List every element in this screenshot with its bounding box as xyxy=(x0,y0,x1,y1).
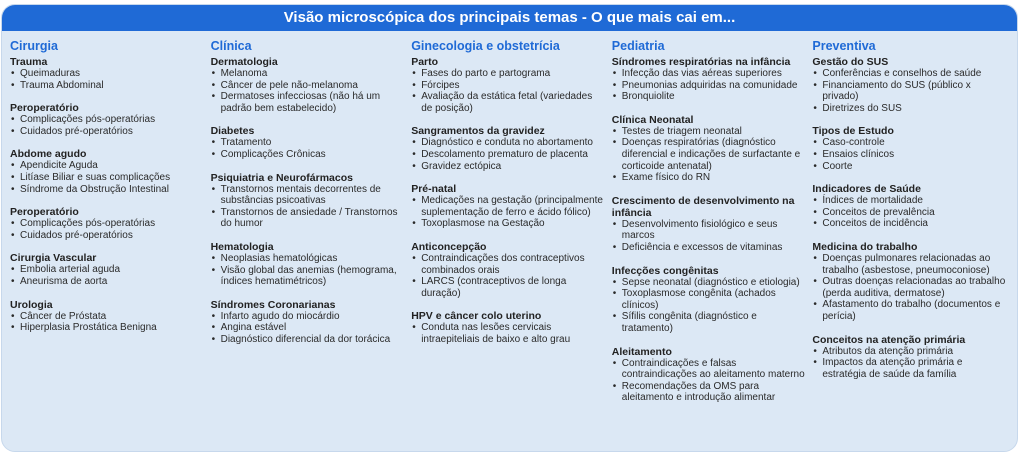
list-item: • Visão global das anemias (hemograma, índices hematimétricos) xyxy=(211,265,406,288)
list-item: • Medicações na gestação (principalmente suplementação de ferro e ácido fólico) xyxy=(411,195,606,218)
list-item: • Descolamento prematuro de placenta xyxy=(411,149,606,161)
list-item: • Impactos da atenção primária e estratégia de saúde da família xyxy=(812,357,1007,380)
list-item: • Hiperplasia Prostática Benigna xyxy=(10,322,205,334)
section-title: Clínica Neonatal xyxy=(611,113,694,126)
topic-section xyxy=(612,265,807,335)
list-item: • Infarto agudo do miocárdio xyxy=(211,311,406,323)
list-item: • Outras doenças relacionadas ao trabalho (perda auditiva, dermatose) xyxy=(812,276,1007,299)
list-item: • Transtornos de ansiedade / Transtornos do humor xyxy=(211,207,406,230)
topic-list xyxy=(812,346,1007,381)
list-item: • Queimaduras xyxy=(10,68,205,80)
topic-section xyxy=(10,148,205,195)
topic-section xyxy=(612,56,807,103)
list-item: • Câncer de pele não-melanoma xyxy=(211,80,406,92)
list-item: • Recomendações da OMS para aleitamento e introdução alimentar xyxy=(612,381,807,404)
list-item: • Gravidez ectópica xyxy=(411,161,606,173)
section-title: Abdome agudo xyxy=(10,148,87,161)
list-item: • Toxoplasmose na Gestação xyxy=(411,218,606,230)
topic-list xyxy=(211,253,406,288)
topic-list xyxy=(612,358,807,404)
topic-section xyxy=(411,125,606,172)
list-item: • Diagnóstico e conduta no abortamento xyxy=(411,137,606,149)
topic-section xyxy=(812,183,1007,230)
list-item: • Sífilis congênita (diagnóstico e tratamento) xyxy=(612,311,807,334)
topic-section xyxy=(612,346,807,404)
topic-list xyxy=(612,68,807,103)
section-title: Sangramentos da gravidez xyxy=(411,125,545,138)
section-title: Tipos de Estudo xyxy=(812,125,894,138)
section-title: Psiquiatria e Neurofármacos xyxy=(210,171,353,184)
topic-list xyxy=(10,218,205,241)
topic-section xyxy=(812,241,1007,323)
topic-section xyxy=(10,299,205,334)
section-title: Síndromes respiratórias na infância xyxy=(611,56,791,68)
section-title: Diabetes xyxy=(210,125,255,138)
topic-section xyxy=(812,125,1007,172)
list-item: • Pneumonias adquiridas na comunidade xyxy=(612,80,807,92)
list-item: • Atributos da atenção primária xyxy=(812,346,1007,358)
list-item: • Conferências e conselhos de saúde xyxy=(812,68,1007,80)
list-item: • Índices de mortalidade xyxy=(812,195,1007,207)
column-ginecologia-e-obstetricia xyxy=(411,39,612,415)
list-item: • Sepse neonatal (diagnóstico e etiologia) xyxy=(612,277,807,289)
list-item: • Diretrizes do SUS xyxy=(812,103,1007,115)
topic-section xyxy=(411,241,606,299)
topic-section xyxy=(812,56,1007,114)
section-title: Infecções congênitas xyxy=(611,264,719,277)
topic-section xyxy=(10,102,205,137)
topic-list xyxy=(812,137,1007,172)
topic-list xyxy=(211,184,406,230)
topic-section xyxy=(411,310,606,345)
list-item: • Doenças respiratórias (diagnóstico diferencial e indicações de surfactante e corticoide antenatal) xyxy=(612,137,807,172)
topic-list xyxy=(211,311,406,346)
section-title: Aleitamento xyxy=(611,345,672,358)
topic-list xyxy=(411,253,606,299)
topics-card xyxy=(1,4,1018,452)
section-title: HPV e câncer colo uterino xyxy=(411,310,542,323)
column-title: Ginecologia e obstetrícia xyxy=(411,39,560,53)
list-item: • Dermatoses infecciosas (não há um padrão bem estabelecido) xyxy=(211,91,406,114)
list-item: • Conceitos de incidência xyxy=(812,218,1007,230)
list-item: • Contraindicações e falsas contraindicações ao aleitamento materno xyxy=(612,358,807,381)
list-item: • Complicações pós-operatórias xyxy=(10,114,205,126)
list-item: • Afastamento do trabalho (documentos e perícia) xyxy=(812,299,1007,322)
list-item: • Tratamento xyxy=(211,137,406,149)
list-item: • Deficiência e excessos de vitaminas xyxy=(612,242,807,254)
topic-list xyxy=(612,277,807,335)
list-item: • Trauma Abdominal xyxy=(10,80,205,92)
topic-list xyxy=(411,137,606,172)
header-title: Visão microscópica dos principais temas - O que mais cai em... xyxy=(2,5,1017,31)
topic-list xyxy=(10,68,205,91)
topic-section xyxy=(211,172,406,230)
list-item: • Coorte xyxy=(812,161,1007,173)
topic-list xyxy=(10,264,205,287)
section-title: Parto xyxy=(411,56,439,68)
section-title: Peroperatório xyxy=(10,102,79,115)
list-item: • Apendicite Aguda xyxy=(10,160,205,172)
section-title: Gestão do SUS xyxy=(812,56,889,68)
section-title: Medicina do trabalho xyxy=(812,240,918,253)
topic-list xyxy=(411,68,606,114)
topic-list xyxy=(612,126,807,184)
list-item: • Neoplasias hematológicas xyxy=(211,253,406,265)
list-item: • Embolia arterial aguda xyxy=(10,264,205,276)
topic-section xyxy=(211,241,406,288)
topic-list xyxy=(612,219,807,254)
list-item: • Financiamento do SUS (público x privado) xyxy=(812,80,1007,103)
topic-section xyxy=(211,299,406,346)
topic-list xyxy=(211,137,406,160)
list-item: • Cuidados pré-operatórios xyxy=(10,230,205,242)
list-item: • Caso-controle xyxy=(812,137,1007,149)
topic-section xyxy=(612,114,807,184)
list-item: • Transtornos mentais decorrentes de substâncias psicoativas xyxy=(211,184,406,207)
list-item: • Complicações Crônicas xyxy=(211,149,406,161)
list-item: • Desenvolvimento fisiológico e seus marcos xyxy=(612,219,807,242)
section-title: Síndromes Coronarianas xyxy=(210,298,336,311)
list-item: • Doenças pulmonares relacionadas ao trabalho (asbestose, pneumoconiose) xyxy=(812,253,1007,276)
list-item: • Bronquiolite xyxy=(612,91,807,103)
list-item: • Testes de triagem neonatal xyxy=(612,126,807,138)
list-item: • Síndrome da Obstrução Intestinal xyxy=(10,184,205,196)
list-item: • Ensaios clínicos xyxy=(812,149,1007,161)
list-item: • Infecção das vias aéreas superiores xyxy=(612,68,807,80)
list-item: • Avaliação da estática fetal (variedades de posição) xyxy=(411,91,606,114)
list-item: • Cuidados pré-operatórios xyxy=(10,126,205,138)
topic-list xyxy=(411,322,606,345)
section-title: Peroperatório xyxy=(10,206,79,219)
section-title: Hematologia xyxy=(210,240,274,253)
section-title: Cirurgia Vascular xyxy=(10,252,97,265)
topic-list xyxy=(812,253,1007,323)
topic-list xyxy=(411,195,606,230)
columns-container xyxy=(10,39,1013,415)
topic-section xyxy=(10,56,205,91)
topic-section xyxy=(812,334,1007,381)
topic-list xyxy=(10,114,205,137)
section-title: Crescimento de desenvolvimento na infância xyxy=(611,194,795,219)
section-title: Urologia xyxy=(10,298,53,311)
column-preventiva xyxy=(812,39,1013,415)
section-title: Conceitos na atenção primária xyxy=(812,333,966,346)
topic-list xyxy=(812,68,1007,114)
list-item: • Melanoma xyxy=(211,68,406,80)
section-title: Trauma xyxy=(10,56,48,68)
topic-section xyxy=(10,206,205,241)
list-item: • LARCS (contraceptivos de longa duração) xyxy=(411,276,606,299)
list-item: • Toxoplasmose congênita (achados clínicos) xyxy=(612,288,807,311)
section-title: Dermatologia xyxy=(210,56,278,68)
column-cirurgia xyxy=(10,39,211,415)
topic-section xyxy=(10,252,205,287)
list-item: • Aneurisma de aorta xyxy=(10,276,205,288)
topic-section xyxy=(612,195,807,254)
section-title: Anticoncepção xyxy=(411,240,487,253)
list-item: • Fases do parto e partograma xyxy=(411,68,606,80)
list-item: • Diagnóstico diferencial da dor torácica xyxy=(211,334,406,346)
list-item: • Fórcipes xyxy=(411,80,606,92)
list-item: • Conceitos de prevalência xyxy=(812,207,1007,219)
topic-section xyxy=(411,56,606,114)
section-title: Indicadores de Saúde xyxy=(812,183,921,196)
column-title: Clínica xyxy=(210,39,252,53)
topic-section xyxy=(411,183,606,230)
list-item: • Câncer de Próstata xyxy=(10,311,205,323)
topic-list xyxy=(10,160,205,195)
section-title: Pré-natal xyxy=(411,183,457,196)
topic-section xyxy=(211,56,406,114)
column-title: Preventiva xyxy=(812,39,876,53)
column-pediatria xyxy=(612,39,813,415)
column-title: Cirurgia xyxy=(10,39,58,53)
list-item: • Exame físico do RN xyxy=(612,172,807,184)
column-title: Pediatria xyxy=(611,39,665,53)
list-item: • Litíase Biliar e suas complicações xyxy=(10,172,205,184)
column-clinica xyxy=(211,39,412,415)
topic-list xyxy=(10,311,205,334)
list-item: • Conduta nas lesões cervicais intraepiteliais de baixo e alto grau xyxy=(411,322,606,345)
topic-list xyxy=(812,195,1007,230)
list-item: • Contraindicações dos contraceptivos combinados orais xyxy=(411,253,606,276)
topic-list xyxy=(211,68,406,114)
list-item: • Angina estável xyxy=(211,322,406,334)
list-item: • Complicações pós-operatórias xyxy=(10,218,205,230)
topic-section xyxy=(211,125,406,160)
